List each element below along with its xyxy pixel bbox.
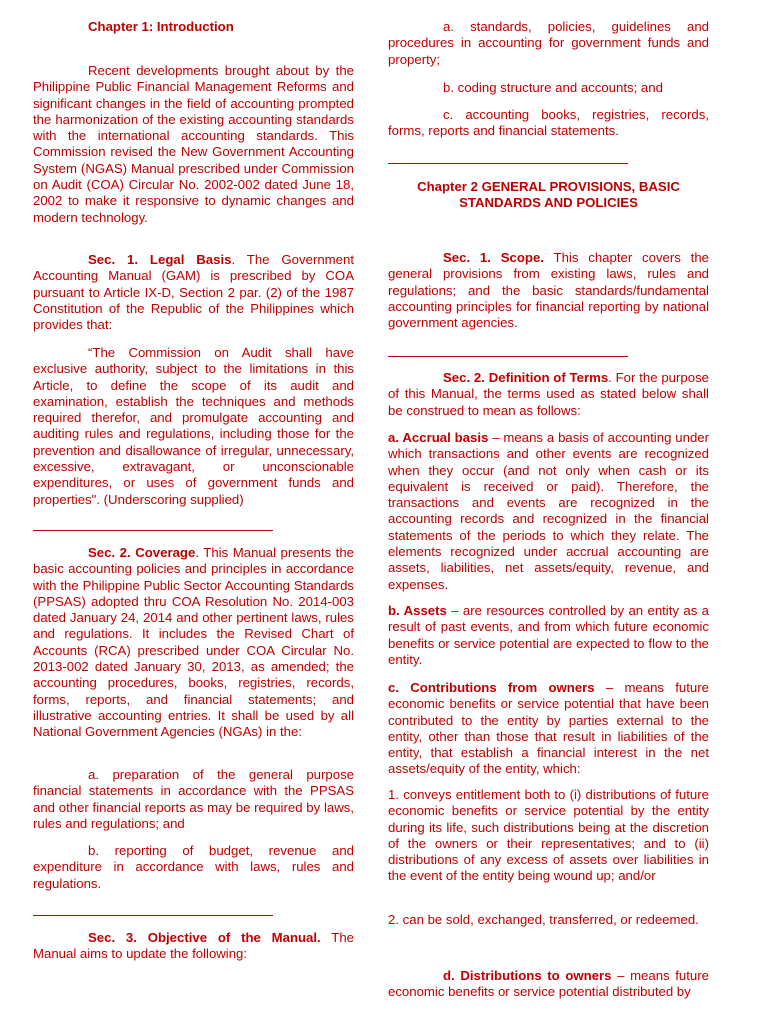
contributions-heading: c. Contributions from owners — [388, 680, 595, 695]
term-contributions-from-owners — [388, 680, 709, 778]
scope-heading: Sec. 1. Scope. — [443, 250, 544, 265]
intro-paragraph: Recent developments brought about by the Philippine Public Financial Management Reforms and significant changes in the field of accounting prompted the harmonization of the existing accounting standards with the international accounting standards. This Commission revised the New Government Accounting System (NGAS) Manual prescribed under Commission on Audit (COA) Circular No. 2002-002 dated June 18, 2002 to make it responsive to dynamic changes and modern technology. — [33, 63, 354, 225]
accrual-heading: a. Accrual basis — [388, 430, 489, 445]
objective-item-c: c. accounting books, registries, records, forms, reports and financial statements. — [388, 107, 709, 139]
chapter-2-title-line1: Chapter 2 GENERAL PROVISIONS, BASIC — [417, 179, 680, 194]
coverage-item-a: a. preparation of the general purpose financial statements in accordance with the PPSAS and other financial reports as may be required by laws, rules and regulations; and — [33, 767, 354, 831]
assets-heading: b. Assets — [388, 603, 447, 618]
sec2-definitions — [388, 370, 709, 419]
distributions-heading: d. Distributions to owners — [443, 968, 612, 983]
sec1-heading: Sec. 1. Legal Basis — [88, 252, 232, 267]
contributions-body: – means future economic benefits or service potential that have been contributed to the entity by parties external to the entity, other than those that result in liabilities of the entity, that establish a financial interest in the net assets/equity of the entity, which: — [388, 680, 709, 777]
sec3-heading: Sec. 3. Objective of the Manual. — [88, 930, 321, 945]
term-accrual-basis — [388, 430, 709, 593]
chapter-1-title: Chapter 1: Introduction — [88, 19, 234, 34]
term-assets — [388, 603, 709, 668]
constitution-quote: “The Commission on Audit shall have exclusive authority, subject to the limitations in this Article, to define the scope of its audit and examination, establish the techniques and methods required therefor, and promulgate accounting and auditing rules and regulations, including those for the prevention and disallowance of irregular, unnecessary, excessive, extravagant, or unconscionable expenditures, or uses of government funds and properties". (Underscoring supplied) — [33, 345, 354, 507]
definitions-body: . For the purpose of this Manual, the terms used as stated below shall be construed to mean as follows: — [388, 370, 709, 418]
section-divider — [33, 530, 273, 531]
accrual-body: – means a basis of accounting under which transactions and other events are recognized when they occur (and not only when cash or its equivalent is received or paid). Therefore, the transactions and events are recognized in the accounting records and recognized in the financial statements of the periods to which they relate. The elements recognized under accrual accounting are assets, liabilities, net assets/equity, revenue, and expenses. — [388, 430, 710, 592]
section-divider — [33, 915, 273, 916]
sec2-coverage — [33, 545, 354, 741]
term-distributions-to-owners — [388, 968, 709, 1001]
sec1-scope — [388, 250, 709, 331]
section-divider — [388, 163, 628, 164]
objective-item-a: a. standards, policies, guidelines and procedures in accounting for government funds and property; — [388, 19, 709, 67]
sec3-objective — [33, 930, 354, 963]
sec2-heading: Sec. 2. Coverage — [88, 545, 196, 560]
objective-item-b: b. coding structure and accounts; and — [443, 80, 663, 95]
assets-body: – are resources controlled by an entity as a result of past events, and from which future economic benefits or service potential are expected to flow to the entity. — [388, 603, 709, 667]
sec2-body: . This Manual presents the basic accounting policies and principles in accordance with the Philippine Public Sector Accounting Standards (PPSAS) adopted thru COA Resolution No. 2014-003 dated January 24, 2014 and other pertinent laws, rules and regulations. It includes the Revised Chart of Accounts (RCA) prescribed under COA Circular No. 2013-002 dated January 30, 2013, as amended; the accounting procedures, books, registries, records, forms, reports, and financial statements; and illustrative accounting entries. It shall be used by all National Government Agencies (NGAs) in the: — [33, 545, 354, 740]
definitions-heading: Sec. 2. Definition of Terms — [443, 370, 609, 385]
chapter-2-title-line2: STANDARDS AND POLICIES — [459, 195, 638, 211]
scope-body: This chapter covers the general provisions from existing laws, rules and regulations; and the basic standards/fundamental accounting principles for financial reporting by national government agencies. — [388, 250, 709, 331]
section-divider — [388, 356, 628, 357]
contributions-point-2: 2. can be sold, exchanged, transferred, or redeemed. — [388, 912, 699, 927]
distributions-body: – means future economic benefits or service potential distributed by — [388, 968, 709, 1000]
sec3-body: The Manual aims to update the following: — [33, 930, 355, 962]
sec1-body: . The Government Accounting Manual (GAM) is prescribed by COA pursuant to Article IX-D, Section 2 par. (2) of the 1987 Constitution of the Republic of the Philippines which provides that: — [33, 252, 354, 333]
contributions-point-1: 1. conveys entitlement both to (i) distributions of future economic benefits or service potential by the entity during its life, such distributions being at the discretion of the owners or their representatives; and to (ii) distributions of any excess of assets over liabilities in the event of the entity being wound up; and/or — [388, 787, 709, 884]
sec1-legal-basis — [33, 252, 354, 333]
coverage-item-b: b. reporting of budget, revenue and expenditure in accordance with laws, rules and regulations. — [33, 843, 354, 891]
